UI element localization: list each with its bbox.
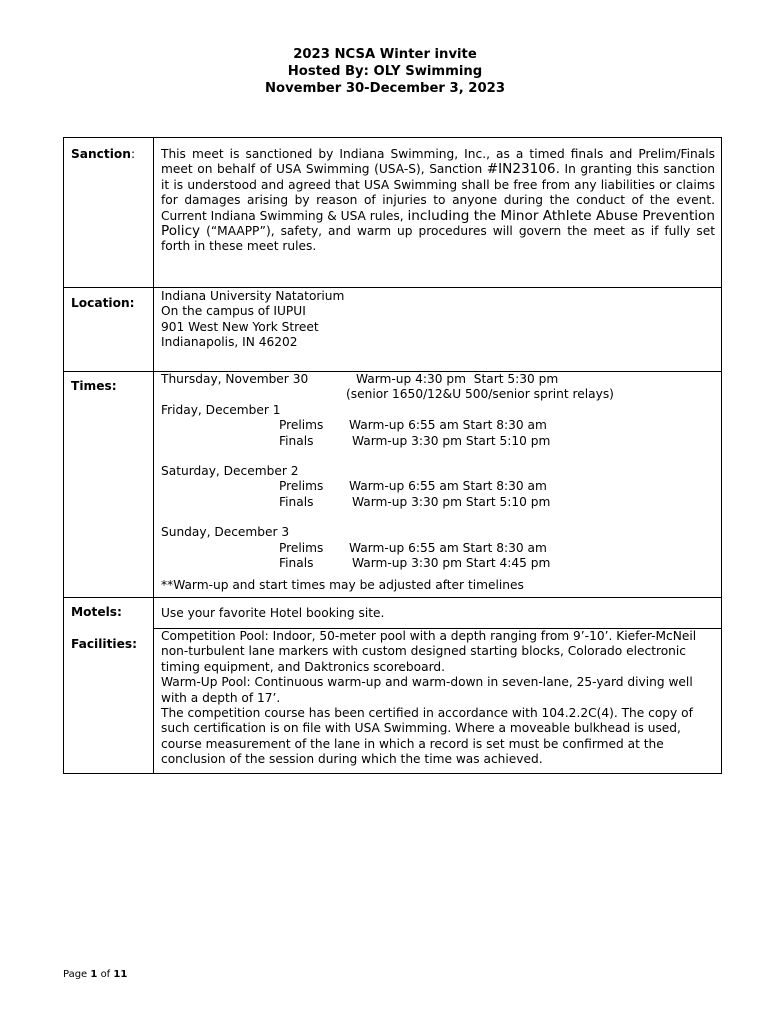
competition-pool: Competition Pool: Indoor, 50-meter pool with a depth ranging from 9’-10’. Kiefer-McNeil non-turbulent lane markers with custom designed starting blocks, Colorado electronic timing equipment, and Daktronics scoreboard.	[161, 629, 697, 674]
location-row	[64, 288, 722, 372]
sanction-number: #IN23106.	[486, 161, 560, 178]
sunday-finals: Finals Warm-up 3:30 pm Start 4:45 pm	[279, 556, 551, 571]
times-schedule	[154, 372, 722, 598]
friday-finals: Finals Warm-up 3:30 pm Start 5:10 pm	[279, 433, 551, 448]
sunday-prelims: Prelims Warm-up 6:55 am Start 8:30 am	[279, 540, 547, 555]
thursday-line	[161, 372, 715, 387]
thursday-note: (senior 1650/12&U 500/senior sprint relays)	[346, 387, 614, 402]
motels-text: Use your favorite Hotel booking site.	[154, 598, 722, 629]
sunday-day: Sunday, December 3	[161, 525, 290, 540]
venue-street: 901 West New York Street	[161, 319, 319, 334]
venue-name: Indiana University Natatorium	[161, 289, 345, 303]
thursday-schedule: Warm-up 4:30 pm Start 5:30 pm	[356, 372, 559, 386]
meet-info-table	[63, 137, 722, 774]
meet-host: Hosted By: OLY Swimming	[287, 64, 483, 79]
sanction-label: Sanction:	[64, 138, 154, 288]
page-number: 1	[90, 969, 98, 980]
times-label: Times:	[64, 372, 154, 598]
sanction-row	[64, 138, 722, 288]
page-footer: Page 1 of 11	[63, 969, 128, 980]
meet-dates: November 30-December 3, 2023	[264, 81, 506, 96]
warmup-pool: Warm-Up Pool: Continuous warm-up and warm-down in seven-lane, 25-yard diving well with a depth of 17’.	[161, 675, 693, 705]
saturday-day: Saturday, December 2	[161, 464, 299, 479]
motels-row	[64, 598, 722, 629]
facilities-row	[64, 629, 722, 774]
thursday-day: Thursday, November 30	[161, 372, 309, 386]
location-address	[154, 288, 722, 372]
friday-prelims: Prelims Warm-up 6:55 am Start 8:30 am	[279, 418, 547, 433]
saturday-finals: Finals Warm-up 3:30 pm Start 5:10 pm	[279, 494, 551, 509]
friday-day: Friday, December 1	[161, 402, 281, 417]
course-certification: The competition course has been certified in accordance with 104.2.2C(4). The copy of such certification is on file with USA Swimming. Where a moveable bulkhead is used, course measurement of the lane in which a record is set must be confirmed at the conclusion of the session during which the time was achieved.	[161, 706, 693, 767]
venue-city: Indianapolis, IN 46202	[161, 335, 298, 350]
saturday-prelims: Prelims Warm-up 6:55 am Start 8:30 am	[279, 479, 547, 494]
facilities-text	[154, 629, 722, 774]
times-footnote: **Warm-up and start times may be adjusted after timelines	[161, 578, 524, 593]
times-row	[64, 372, 722, 598]
sanction-text: This meet is sanctioned by Indiana Swimming, Inc., as a timed finals and Prelim/Finals meet on behalf of USA Swimming (USA-S), Sanction #IN23106. In granting this sanction it is understood and agreed that USA Swimming shall be free from any liabilities or claims for damages arising by reason of injuries to anyone during the conduct of the event. Current Indiana Swimming & USA rules, including the Minor Athlete Abuse Prevention Policy (“MAAPP”), safety, and warm up procedures will govern the meet as if fully set forth in these meet rules.	[154, 138, 722, 288]
document-header	[0, 46, 770, 97]
motels-label: Motels:	[64, 598, 154, 629]
location-label: Location:	[64, 288, 154, 372]
meet-title: 2023 NCSA Winter invite	[293, 47, 477, 62]
total-pages: 11	[113, 969, 128, 980]
facilities-label: Facilities:	[64, 629, 154, 774]
venue-campus: On the campus of IUPUI	[161, 304, 306, 319]
maapp-policy: including the Minor Athlete Abuse Prevention Policy	[161, 207, 715, 240]
